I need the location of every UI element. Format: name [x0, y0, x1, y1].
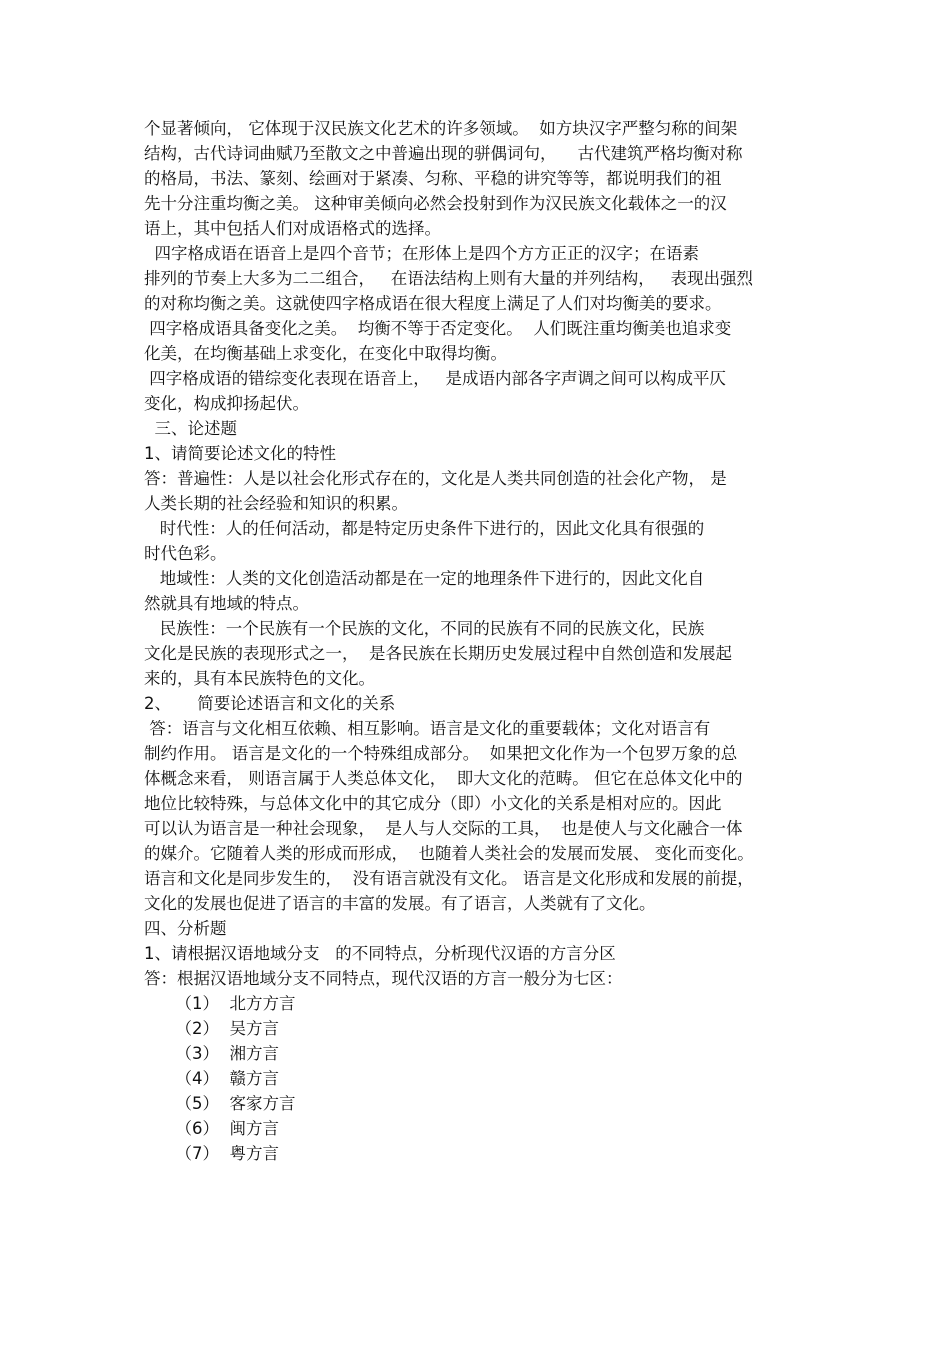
question-title: 2、 简要论述语言和文化的关系	[144, 694, 396, 713]
text-line: 四字格成语具备变化之美。 均衡不等于否定变化。 人们既注重均衡美也追求变	[144, 319, 732, 338]
text-line: 体概念来看， 则语言属于人类总体文化， 即大文化的范畴。 但它在总体文化中的	[144, 769, 743, 788]
section-heading: 四、分析题	[144, 919, 227, 938]
text-line: 时代性：人的任何活动，都是特定历史条件下进行的，因此文化具有很强的	[144, 519, 705, 538]
text-line: 民族性：一个民族有一个民族的文化，不同的民族有不同的民族文化，民族	[144, 619, 705, 638]
text-line: 排列的节奏上大多为二二组合， 在语法结构上则有大量的并列结构， 表现出强烈	[144, 269, 753, 288]
text-line: 文化的发展也促进了语言的丰富的发展。有了语言，人类就有了文化。	[144, 894, 656, 913]
text-line: 地域性：人类的文化创造活动都是在一定的地理条件下进行的，因此文化自	[144, 569, 705, 588]
text-line: 的格局，书法、篆刻、绘画对于紧凑、匀称、平稳的讲究等等，都说明我们的祖	[144, 169, 722, 188]
list-item: （6） 闽方言	[144, 1119, 279, 1138]
question-title: 1、请根据汉语地域分支 的不同特点，分析现代汉语的方言分区	[144, 944, 616, 963]
text-line: 的媒介。它随着人类的形成而形成， 也随着人类社会的发展而发展、 变化而变化。	[144, 844, 754, 863]
text-line: 个显著倾向， 它体现于汉民族文化艺术的许多领域。 如方块汉字严整匀称的间架	[144, 119, 738, 138]
list-item: （7） 粤方言	[144, 1144, 279, 1163]
list-item: （2） 吴方言	[144, 1019, 279, 1038]
text-line: 然就具有地域的特点。	[144, 594, 309, 613]
text-line: 化美，在均衡基础上求变化，在变化中取得均衡。	[144, 344, 507, 363]
text-line: 的对称均衡之美。这就使四字格成语在很大程度上满足了人们对均衡美的要求。	[144, 294, 722, 313]
list-item: （4） 赣方言	[144, 1069, 279, 1088]
text-line: 语言和文化是同步发生的， 没有语言就没有文化。 语言是文化形成和发展的前提，	[144, 869, 754, 888]
text-line: 时代色彩。	[144, 544, 227, 563]
text-line: 四字格成语在语音上是四个音节；在形体上是四个方方正正的汉字；在语素	[144, 244, 699, 263]
text-line: 答：根据汉语地域分支不同特点，现代汉语的方言一般分为七区：	[144, 969, 623, 988]
text-line: 结构，古代诗词曲赋乃至散文之中普遍出现的骈偶词句， 古代建筑严格均衡对称	[144, 144, 743, 163]
text-line: 语上，其中包括人们对成语格式的选择。	[144, 219, 441, 238]
text-line: 文化是民族的表现形式之一， 是各民族在长期历史发展过程中自然创造和发展起	[144, 644, 732, 663]
text-line: 答：语言与文化相互依赖、相互影响。语言是文化的重要载体；文化对语言有	[144, 719, 711, 738]
list-item: （3） 湘方言	[144, 1044, 279, 1063]
text-line: 制约作用。 语言是文化的一个特殊组成部分。 如果把文化作为一个包罗万象的总	[144, 744, 738, 763]
text-line: 先十分注重均衡之美。 这种审美倾向必然会投射到作为汉民族文化载体之一的汉	[144, 194, 727, 213]
text-line: 人类长期的社会经验和知识的积累。	[144, 494, 408, 513]
text-line: 可以认为语言是一种社会现象， 是人与人交际的工具， 也是使人与文化融合一体	[144, 819, 743, 838]
text-line: 地位比较特殊，与总体文化中的其它成分（即）小文化的关系是相对应的。因此	[144, 794, 722, 813]
text-line: 答：普遍性：人是以社会化形式存在的，文化是人类共同创造的社会化产物， 是	[144, 469, 727, 488]
text-line: 四字格成语的错综变化表现在语音上， 是成语内部各字声调之间可以构成平仄	[144, 369, 726, 388]
section-heading: 三、论述题	[144, 419, 237, 438]
text-line: 变化，构成抑扬起伏。	[144, 394, 309, 413]
text-line: 来的，具有本民族特色的文化。	[144, 669, 375, 688]
list-item: （1） 北方方言	[144, 994, 296, 1013]
question-title: 1、请简要论述文化的特性	[144, 444, 336, 463]
list-item: （5） 客家方言	[144, 1094, 296, 1113]
